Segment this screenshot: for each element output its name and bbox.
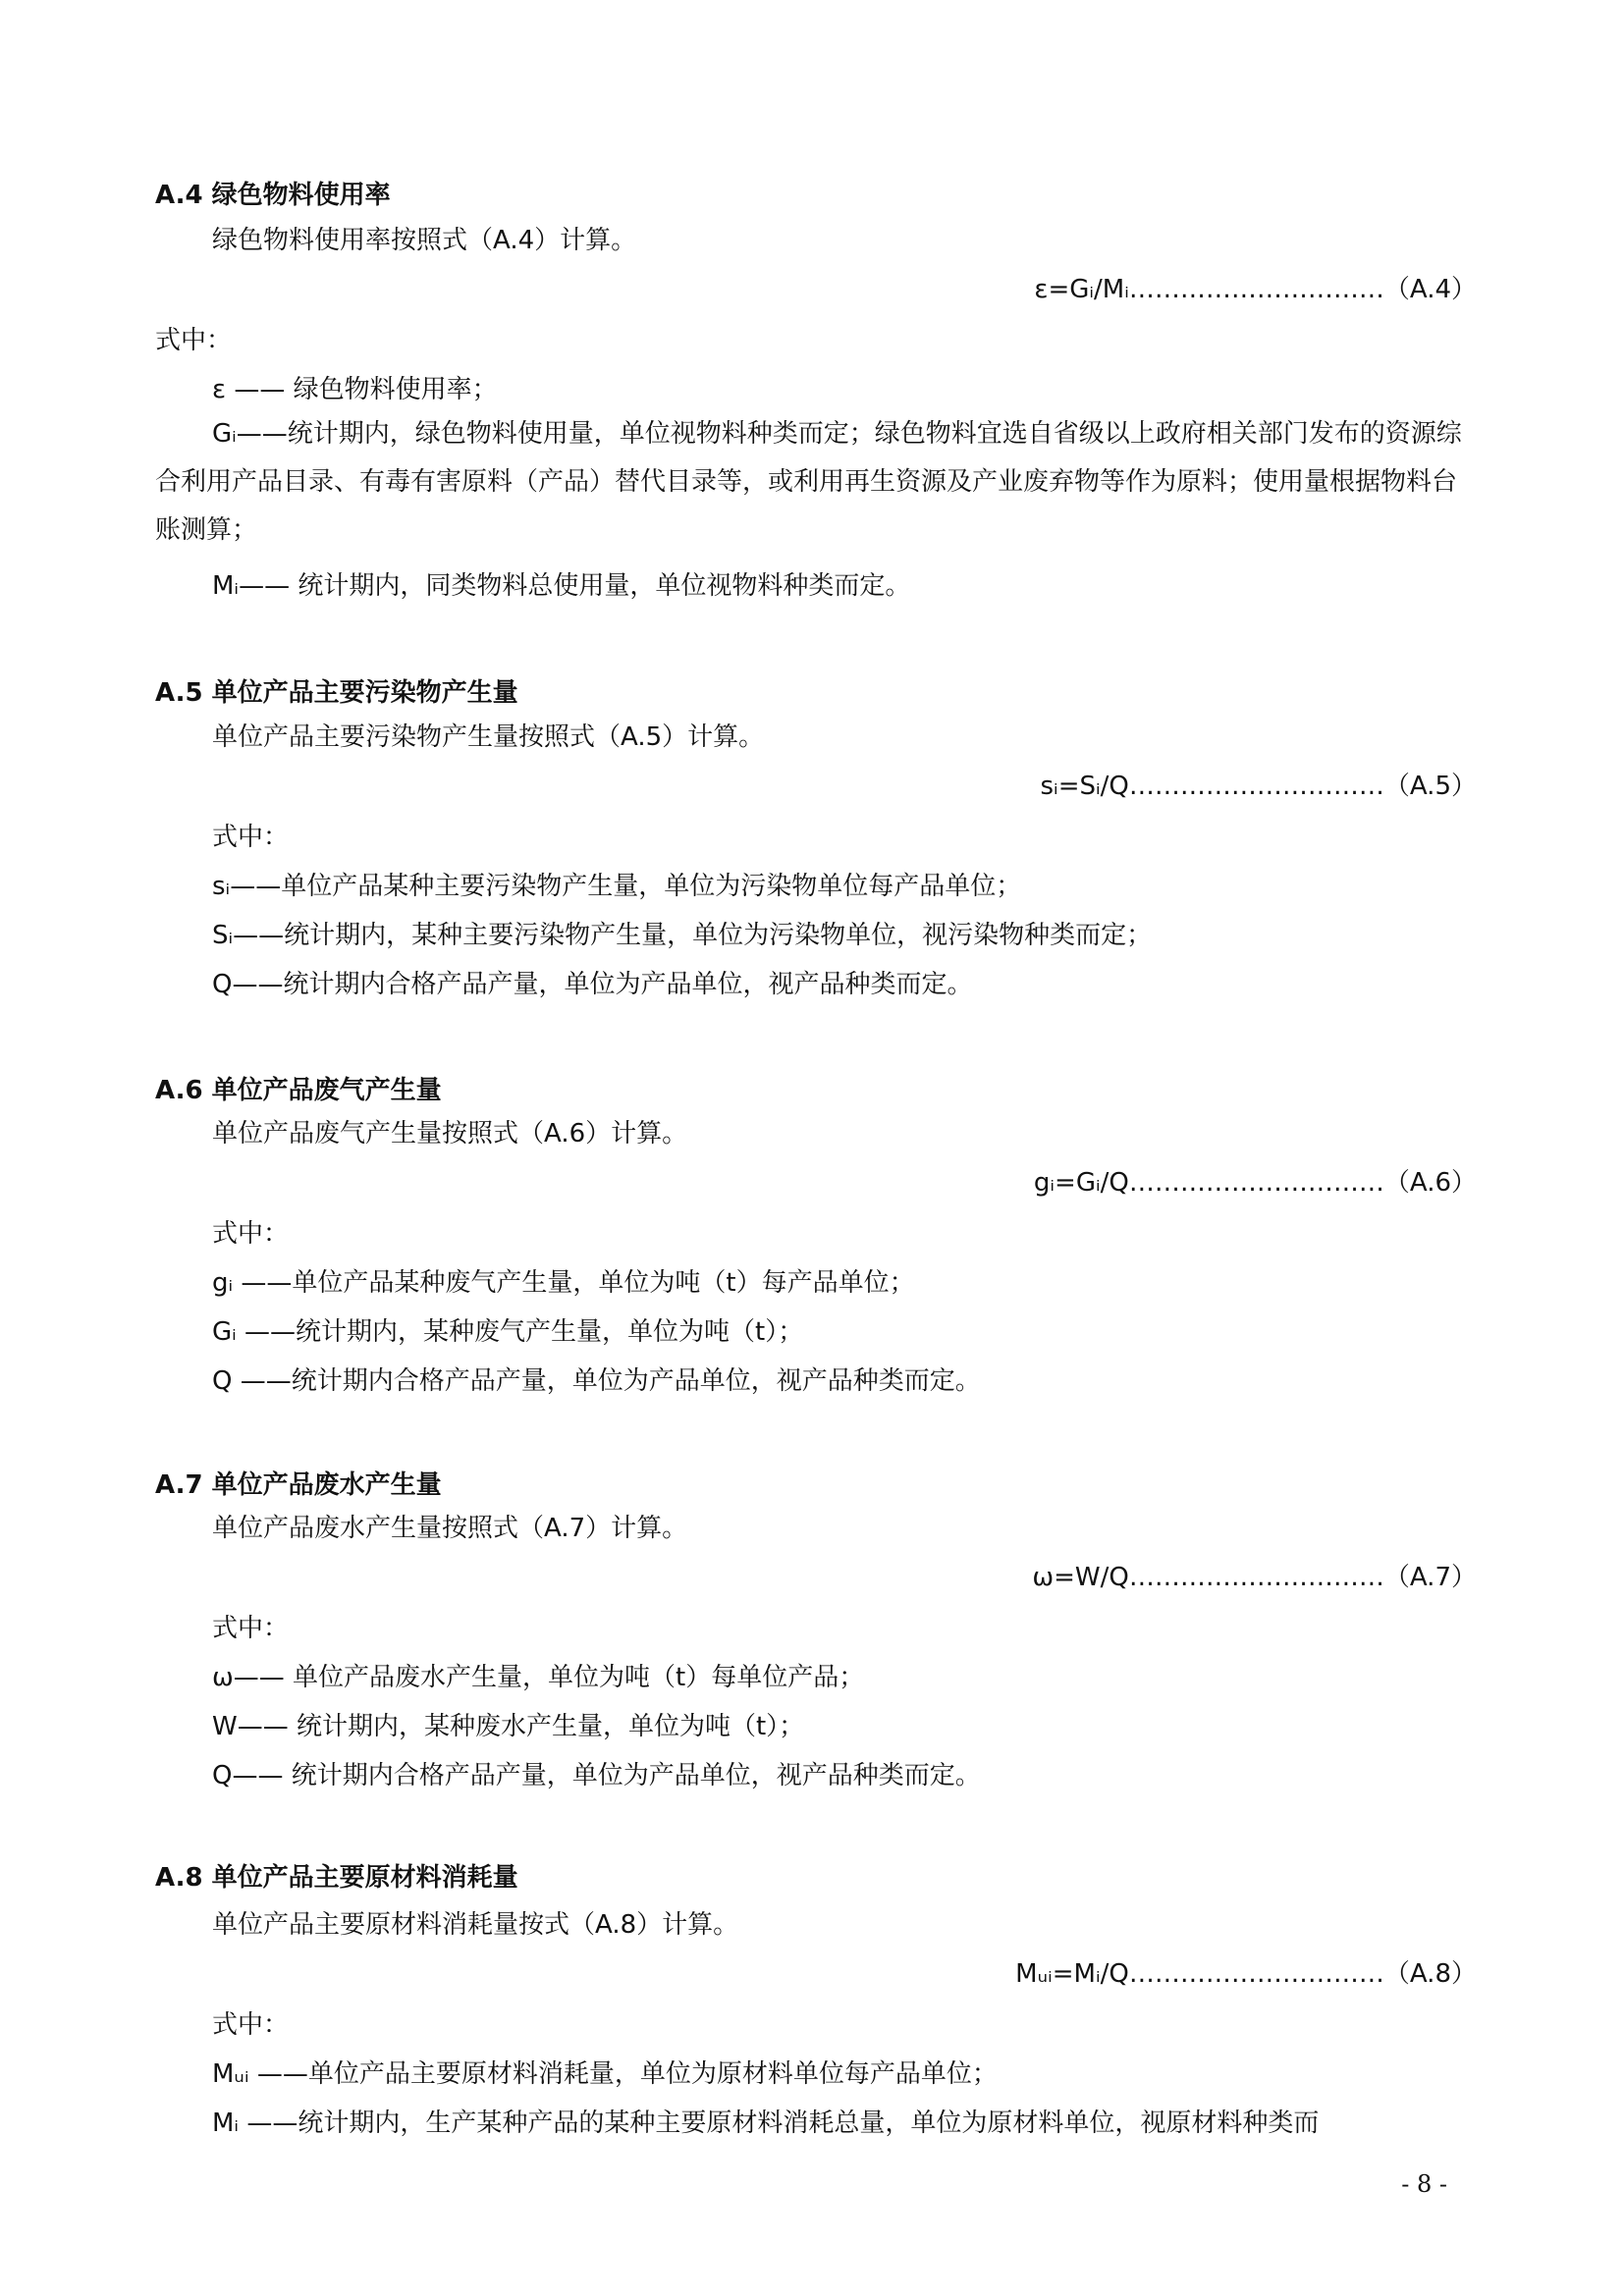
variable-definition: Mᵤᵢ ——单位产品主要原材料消耗量，单位为原材料单位每产品单位； [212, 2059, 998, 2089]
section-intro: 绿色物料使用率按照式（A.4）计算。 [212, 226, 637, 255]
variable-definition: ω—— 单位产品废水产生量，单位为吨（t）每单位产品； [212, 1663, 865, 1692]
variable-definition: W—— 统计期内，某种废水产生量，单位为吨（t）； [212, 1712, 805, 1741]
section-heading: A.4 绿色物料使用率 [155, 181, 391, 210]
variable-definition: sᵢ——单位产品某种主要污染物产生量，单位为污染物单位每产品单位； [212, 872, 1022, 901]
variable-definition: Q ——统计期内合格产品产量，单位为产品单位，视产品种类而定。 [212, 1366, 981, 1396]
variable-definition: Q—— 统计期内合格产品产量，单位为产品单位，视产品种类而定。 [212, 1761, 981, 1790]
section-heading: A.6 单位产品废气产生量 [155, 1076, 442, 1105]
where-label: 式中： [155, 326, 233, 355]
variable-definition [155, 410, 1467, 555]
where-label: 式中： [212, 1614, 290, 1643]
formula: ω=W/Q…………………………（A.7） [1032, 1563, 1477, 1592]
where-label: 式中： [212, 2010, 290, 2040]
formula: Mᵤᵢ=Mᵢ/Q…………………………（A.8） [1015, 1959, 1477, 1989]
variable-definition: gᵢ ——单位产品某种废气产生量，单位为吨（t）每产品单位； [212, 1268, 915, 1298]
section-heading: A.5 单位产品主要污染物产生量 [155, 678, 518, 708]
section-intro: 单位产品废气产生量按照式（A.6）计算。 [212, 1119, 688, 1148]
formula: sᵢ=Sᵢ/Q…………………………（A.5） [1040, 772, 1477, 801]
variable-definition: ε —— 绿色物料使用率； [212, 375, 498, 404]
formula: gᵢ=Gᵢ/Q…………………………（A.6） [1033, 1168, 1477, 1198]
variable-definition: Sᵢ——统计期内，某种主要污染物产生量，单位为污染物单位，视污染物种类而定； [212, 921, 1153, 950]
variable-definition-text: Gᵢ——统计期内，绿色物料使用量，单位视物料种类而定；绿色物料宜选自省级以上政府相关部门发布的资源综合利用产品目录、有毒有害原料（产品）替代目录等，或利用再生资源及产业废弃物等作为原料；使用量根据物料台账测算； [155, 419, 1462, 545]
variable-definition: Q——统计期内合格产品产量，单位为产品单位，视产品种类而定。 [212, 970, 973, 999]
formula: ε=Gᵢ/Mᵢ…………………………（A.4） [1034, 275, 1477, 304]
variable-definition: Mᵢ ——统计期内，生产某种产品的某种主要原材料消耗总量，单位为原材料单位，视原材料种类而 [212, 2109, 1320, 2138]
section-heading: A.7 单位产品废水产生量 [155, 1470, 442, 1500]
section-heading: A.8 单位产品主要原材料消耗量 [155, 1863, 518, 1893]
section-intro: 单位产品废水产生量按照式（A.7）计算。 [212, 1514, 688, 1543]
section-intro: 单位产品主要原材料消耗量按式（A.8）计算。 [212, 1910, 739, 1940]
section-intro: 单位产品主要污染物产生量按照式（A.5）计算。 [212, 722, 765, 752]
variable-definition: Mᵢ—— 统计期内，同类物料总使用量，单位视物料种类而定。 [212, 571, 911, 601]
variable-definition: Gᵢ ——统计期内，某种废气产生量，单位为吨（t）； [212, 1317, 804, 1347]
where-label: 式中： [212, 823, 290, 852]
page-number: - 8 - [1401, 2170, 1447, 2198]
where-label: 式中： [212, 1219, 290, 1249]
